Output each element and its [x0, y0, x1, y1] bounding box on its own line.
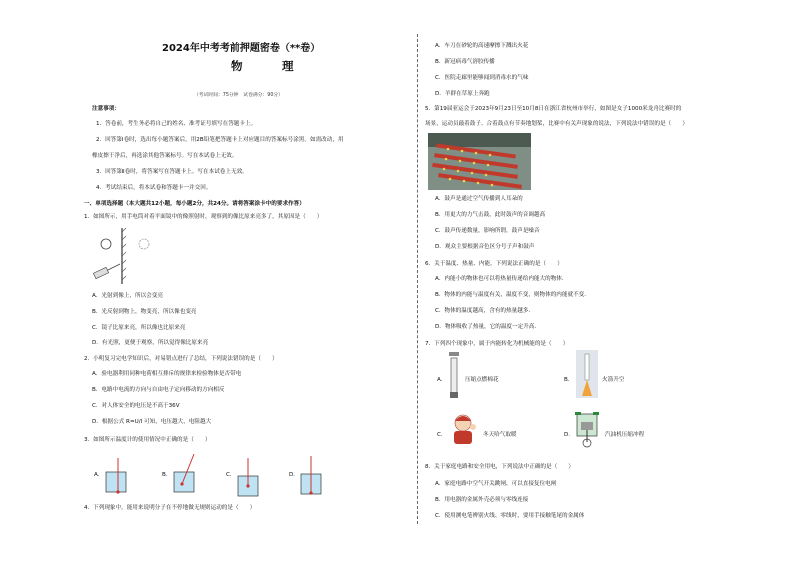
q3-stem: 3．如图所示温度计的使用情况中正确的是（ ） [84, 437, 211, 443]
subject-title: 物 理 [231, 59, 308, 73]
q6-option: A．内能小的物体也可以将热量传递给内能大的物体． [435, 276, 568, 282]
q3-label: A. [94, 472, 100, 478]
notice-heading: 注意事项： [92, 106, 120, 112]
q1-option: B．光反射到物上，物变亮，所以像也变亮 [92, 309, 197, 315]
q3-label: B. [162, 472, 168, 478]
q3-beaker-a [104, 458, 130, 494]
exam-info: （考试时间：75分钟 试卷满分：90分） [194, 93, 283, 98]
q5-stem: 5．第19届亚运会于2023年9月23日至10月8日在浙江省杭州市举行，如图是女子1000米龙舟比赛时的 [425, 106, 682, 112]
q3-label: D. [289, 472, 296, 478]
notice-item: 1．答卷前，考生务必将自己的姓名、准考证号填写在答题卡上。 [96, 121, 257, 127]
q1-mirror-figure [92, 226, 172, 286]
q1-option: C．镜子比原来亮，所以像也比原来亮 [92, 325, 186, 331]
q7-breath-warm-image [449, 413, 479, 445]
q7-syringe-image [447, 352, 461, 398]
q2-option: D．根据公式 R=U/I 可知，电压越大，电阻越大 [92, 419, 212, 425]
q5-option: C．鼓声传递数量，影响所谓，鼓声是噪音 [435, 228, 540, 234]
q4-option: D．羊群在草原上奔跑 [435, 91, 490, 97]
q1-option: A．光射到像上，所以会变亮 [92, 293, 163, 299]
q4-option: C．医院走廊里能够闻到消毒水的气味 [435, 75, 529, 81]
q7-option: D. [564, 432, 571, 438]
q4-option: A．车刀在砂轮的高速摩擦下溅出火花 [435, 43, 529, 49]
q3-beaker-c [236, 458, 262, 498]
q7-engine-image [573, 412, 601, 448]
q2-option: C．对人体安全的电压是不高于36V [92, 403, 180, 409]
q2-option: B．电路中电流的方向与自由电子定向移动的方向相反 [92, 387, 225, 393]
q8-option: A．家庭电路中空气开关跳闸，可以直接复位电闸 [435, 481, 557, 487]
notice-item: 2．回答第Ⅰ卷时，选出每小题答案后，用2B铅笔把答题卡上对应题目的答案标号涂黑。如需改动，用 [96, 137, 344, 143]
q5-stem: 场景，运动员敲着鼓子、合着鼓点有节奏地划桨，比赛中有关声现象的说法，下列说法中错误的是（ ） [425, 121, 688, 127]
notice-item: 3．回答第Ⅱ卷时，将答案写在答题卡上。写在本试卷上无效。 [96, 169, 248, 175]
q5-option: D．观众主要根据音色区分号子声和鼓声 [435, 244, 535, 250]
q1-stem: 1．如图所示，用手电筒对着平面镜中的像照射时，观察到的像比原来亮多了，其原因是（ ） [84, 214, 323, 220]
q3-beaker-d [299, 456, 325, 496]
q7-caption: 汽油机压缩冲程 [605, 432, 645, 438]
q5-option: B．用更大的力气击鼓，此时鼓声的音调越高 [435, 212, 546, 218]
q7-option: A. [437, 377, 443, 383]
q8-option: B．用电器的金属外壳必须与零线连接 [435, 497, 529, 503]
q7-caption: 压缩点燃棉花 [465, 377, 499, 383]
q7-caption: 冬天哈气取暖 [483, 432, 517, 438]
q6-option: C．物体的温度越高，含有的热量越多． [435, 308, 535, 314]
q7-rocket-image [576, 350, 598, 398]
q8-option: C．使用测电笔辨别火线、零线时，要用手接触笔尾的金属体 [435, 513, 585, 519]
q3-label: C. [226, 472, 232, 478]
q1-option: D．有光照，更便于观察，所以觉得像比原来亮 [92, 340, 209, 346]
q7-caption: 火箭升空 [602, 377, 625, 383]
q7-stem: 7．下列四个现象中，属于内能转化为机械能的是（ ） [425, 341, 569, 347]
q8-stem: 8．关于家庭电路和安全用电，下列说法中正确的是（ ） [425, 464, 574, 470]
q4-option: B．新冠病毒气溶胶传播 [435, 59, 495, 65]
q3-beaker-b [172, 454, 198, 494]
section-heading: 一、单项选择题（本大题共12小题，每小题2分，共24分。请将答案涂卡中的要求作答） [84, 201, 305, 207]
notice-item: 4．考试结束后，将本试卷和答题卡一并交回。 [96, 185, 212, 191]
q2-stem: 2．小明复习完电学知识后，对易错点进行了总结，下列说法错误的是（ ） [84, 356, 278, 362]
exam-title: 2024年中考考前押题密卷（**卷） [162, 43, 321, 54]
q5-option: A．鼓声是通过空气传播到人耳朵的 [435, 196, 523, 202]
q2-option: A．验电器利用同种电荷相互排斥的规律来检验物体是否带电 [92, 371, 242, 377]
q7-option: B. [564, 377, 570, 383]
q7-option: C. [437, 432, 443, 438]
q5-dragon-boat-image [428, 133, 531, 190]
q6-option: D．物体吸收了热量，它的温度一定升高． [435, 324, 540, 330]
q4-stem: 4．下列现象中，能用来说明分子在不停地做无规则运动的是（ ） [84, 505, 256, 511]
column-divider [417, 34, 418, 524]
q6-option: B．物体的内能与温度有关，温度不变，则物体的内能就不变． [435, 292, 590, 298]
q6-stem: 6．关于温度、热量、内能，下列说法正确的是（ ） [425, 261, 563, 267]
notice-item: 橡皮擦干净后，再选涂其他答案标号。写在本试卷上无效。 [92, 153, 238, 159]
